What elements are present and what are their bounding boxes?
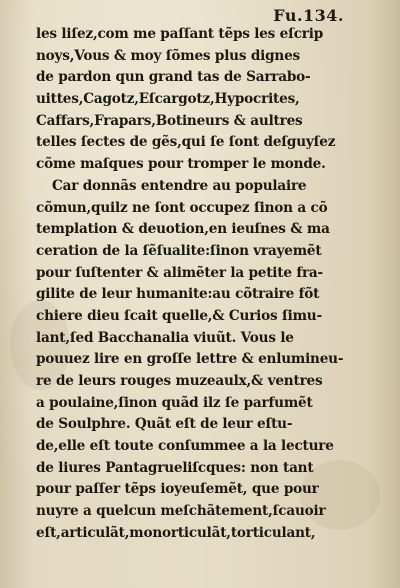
text-line: lant,ſed Bacchanalia viuũt. Vous le xyxy=(36,329,294,346)
text-line: re de leurs rouges muzeaulx,& ventres xyxy=(36,373,323,389)
text-line: de,elle eſt toute conſummee a la lecture xyxy=(36,438,334,455)
text-line: a poulaine,ſinon quãd ilz ſe parfumẽt xyxy=(36,394,313,411)
text-line: pouuez lire en groſſe lettre & enlumineu- xyxy=(36,351,344,368)
text-line: ceration de la ſẽſualite:ſinon vrayemẽt xyxy=(36,242,322,259)
text-line: eſt,articulãt,monorticulãt,torticulant, xyxy=(36,524,316,541)
text-block xyxy=(36,24,354,545)
paragraph-start-line: Car donnãs entendre au populaire xyxy=(52,177,307,194)
text-line: de pardon qun grand tas de Sarrabo- xyxy=(36,69,311,86)
text-line: noys,Vous & moy ſõmes plus dignes xyxy=(36,47,300,64)
text-line: chiere dieu ſcait quelle,& Curios ſimu- xyxy=(36,307,322,324)
text-line: gilite de leur humanite:au cõtraire fõt xyxy=(36,286,320,303)
text-line: pour ſuſtenter & alimẽter la petite fra- xyxy=(36,264,323,281)
text-line: nuyre a quelcun meſchãtement,ſcauoir xyxy=(36,503,326,520)
text-line: de liures Pantagrueliſcques: non tant xyxy=(36,459,314,476)
text-line: templation & deuotion,en ieuſnes & ma xyxy=(36,221,330,238)
text-line: Caffars,Frapars,Botineurs & aultres xyxy=(36,112,303,129)
text-line: cõme maſques pour tromper le monde. xyxy=(36,156,326,173)
text-line: de Soulphre. Quãt eſt de leur eſtu- xyxy=(36,416,293,433)
text-line: cõmun,quilz ne ſont occupez ſinon a cõ xyxy=(36,199,328,216)
text-line: uittes,Cagotz,Eſcargotz,Hypocrites, xyxy=(36,91,300,108)
text-line: telles ſectes de gẽs,qui ſe ſont deſguyſez xyxy=(36,134,336,151)
text-line: pour paſſer tẽps ioyeuſemẽt, que pour xyxy=(36,481,319,498)
text-line: les liſez,com me paſſant tẽps les eſcrip xyxy=(36,26,324,42)
folio-number: Fu.134. xyxy=(273,6,344,25)
